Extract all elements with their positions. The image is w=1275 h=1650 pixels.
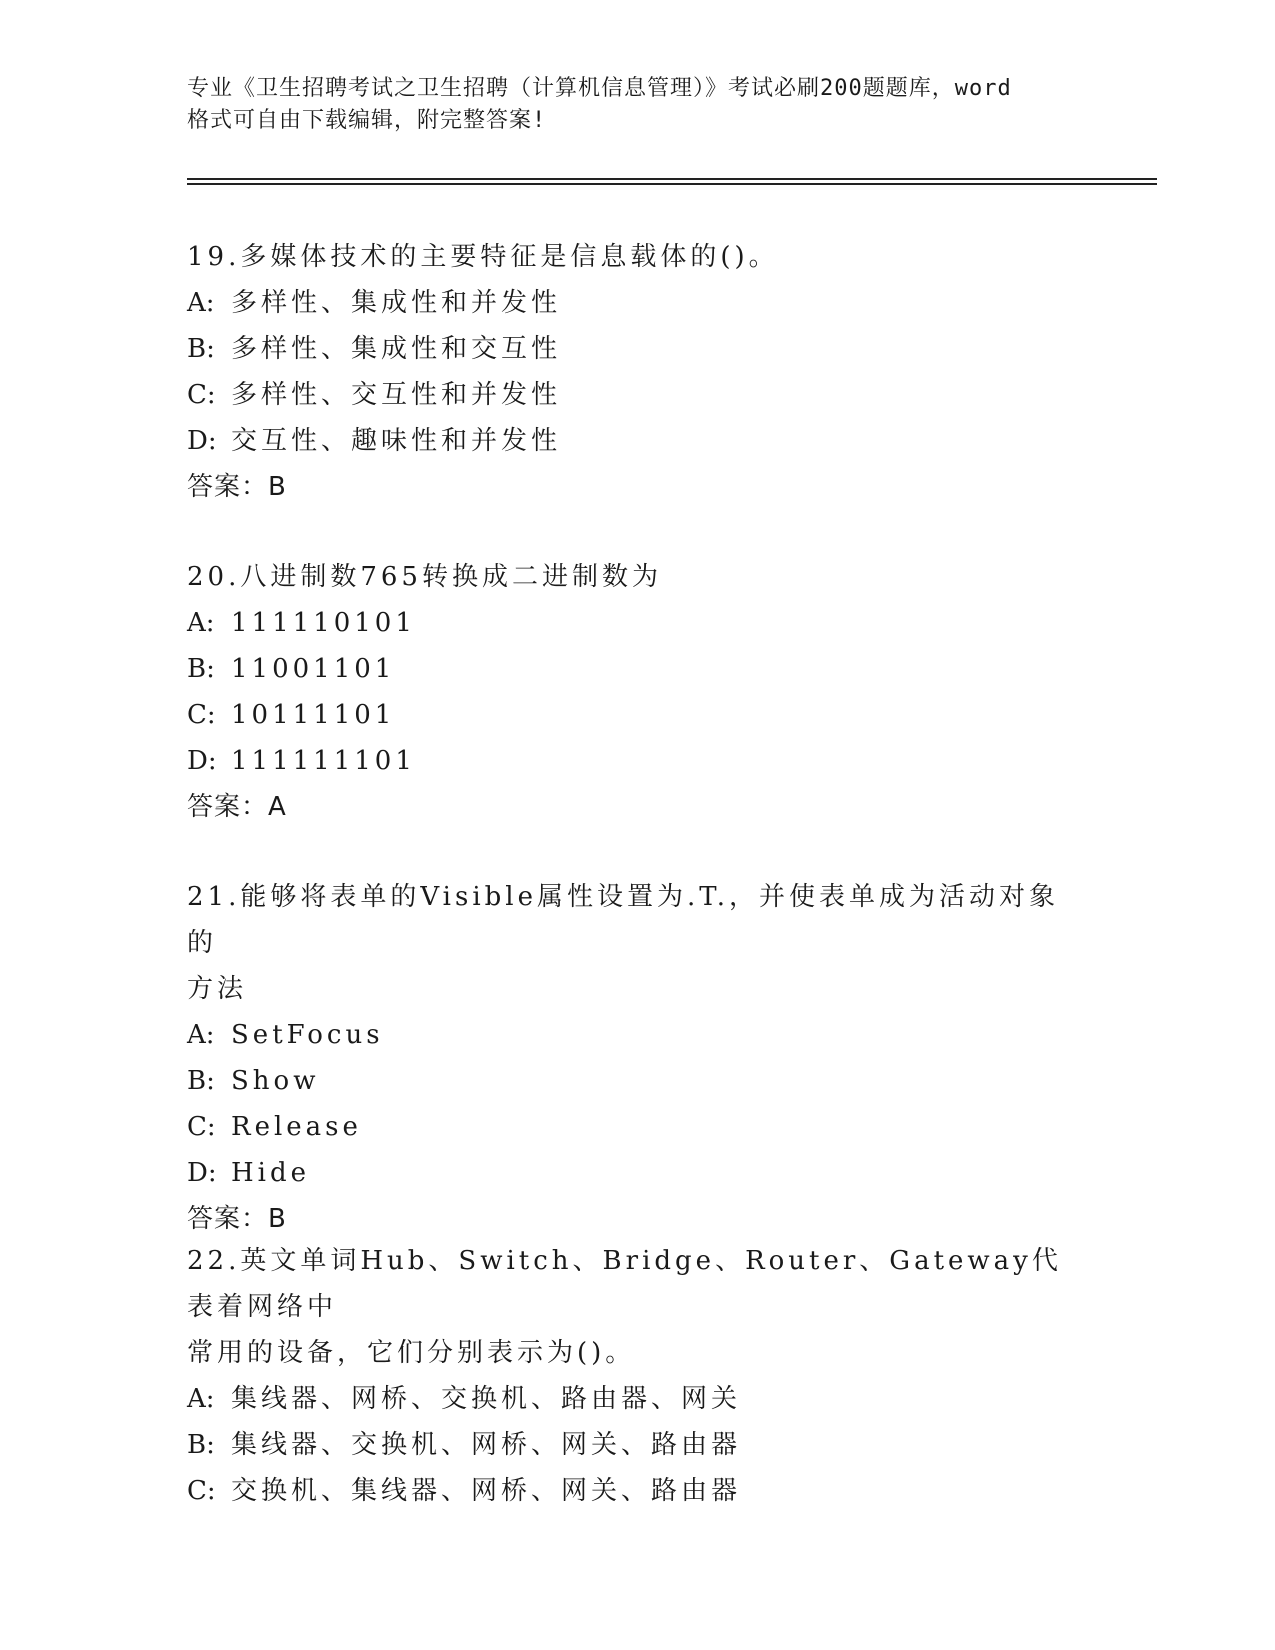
option-c [187, 692, 1067, 738]
option-key: A: [187, 608, 215, 638]
answer-line: 答案：A [187, 792, 287, 822]
option-key: C: [187, 1476, 216, 1506]
document-header [187, 73, 1107, 137]
option-a [187, 280, 1067, 326]
option-b [187, 1422, 1067, 1468]
header-line-1: 专业《卫生招聘考试之卫生招聘（计算机信息管理）》考试必刷200题题库，word [187, 76, 1012, 101]
option-b [187, 1058, 1067, 1104]
option-key: A: [187, 1384, 215, 1414]
answer-line: 答案：B [187, 472, 287, 502]
header-line-2: 格式可自由下载编辑，附完整答案! [187, 108, 547, 133]
option-key: B: [187, 1066, 215, 1096]
option-key: B: [187, 334, 215, 364]
option-key: D: [187, 426, 217, 456]
option-text: 111111101 [231, 746, 416, 776]
option-key: B: [187, 654, 215, 684]
option-d [187, 418, 1067, 464]
question-stem: 19.多媒体技术的主要特征是信息载体的()。 [187, 242, 779, 272]
question-stem: 21.能够将表单的Visible属性设置为.T.，并使表单成为活动对象的 [187, 882, 1060, 958]
option-d [187, 1150, 1067, 1196]
option-text: 集线器、交换机、网桥、网关、路由器 [231, 1430, 742, 1460]
option-text: 交换机、集线器、网桥、网关、路由器 [231, 1476, 742, 1506]
option-text: Show [231, 1066, 320, 1096]
question-20 [187, 554, 1067, 830]
option-c [187, 1104, 1067, 1150]
question-stem: 22.英文单词Hub、Switch、Bridge、Router、Gateway代表着网络中 [187, 1246, 1062, 1322]
option-a [187, 1012, 1067, 1058]
option-key: B: [187, 1430, 215, 1460]
option-text: Release [231, 1112, 362, 1142]
option-text: 多样性、集成性和并发性 [231, 288, 562, 318]
option-b [187, 326, 1067, 372]
header-divider-bottom [187, 183, 1157, 185]
option-text: 111110101 [231, 608, 416, 638]
option-b [187, 646, 1067, 692]
option-c [187, 372, 1067, 418]
option-a [187, 600, 1067, 646]
question-stem-continued: 常用的设备，它们分别表示为()。 [187, 1338, 636, 1368]
question-stem: 20.八进制数765转换成二进制数为 [187, 562, 662, 592]
question-stem-continued: 方法 [187, 974, 248, 1004]
option-key: D: [187, 746, 217, 776]
option-key: A: [187, 288, 215, 318]
option-text: 10111101 [231, 700, 396, 730]
option-key: D: [187, 1158, 217, 1188]
option-text: 交互性、趣味性和并发性 [231, 426, 562, 456]
question-19 [187, 234, 1067, 510]
option-text: 多样性、集成性和交互性 [231, 334, 562, 364]
option-text: 11001101 [231, 654, 396, 684]
option-d [187, 738, 1067, 784]
header-divider-top [187, 178, 1157, 180]
option-c [187, 1468, 1067, 1514]
answer-line: 答案：B [187, 1204, 287, 1234]
question-21 [187, 874, 1067, 1242]
option-key: A: [187, 1020, 215, 1050]
option-a [187, 1376, 1067, 1422]
option-text: 多样性、交互性和并发性 [231, 380, 562, 410]
option-text: SetFocus [231, 1020, 384, 1050]
option-key: C: [187, 1112, 216, 1142]
option-text: Hide [231, 1158, 311, 1188]
option-text: 集线器、网桥、交换机、路由器、网关 [231, 1384, 742, 1414]
option-key: C: [187, 700, 216, 730]
question-22 [187, 1238, 1067, 1514]
option-key: C: [187, 380, 216, 410]
